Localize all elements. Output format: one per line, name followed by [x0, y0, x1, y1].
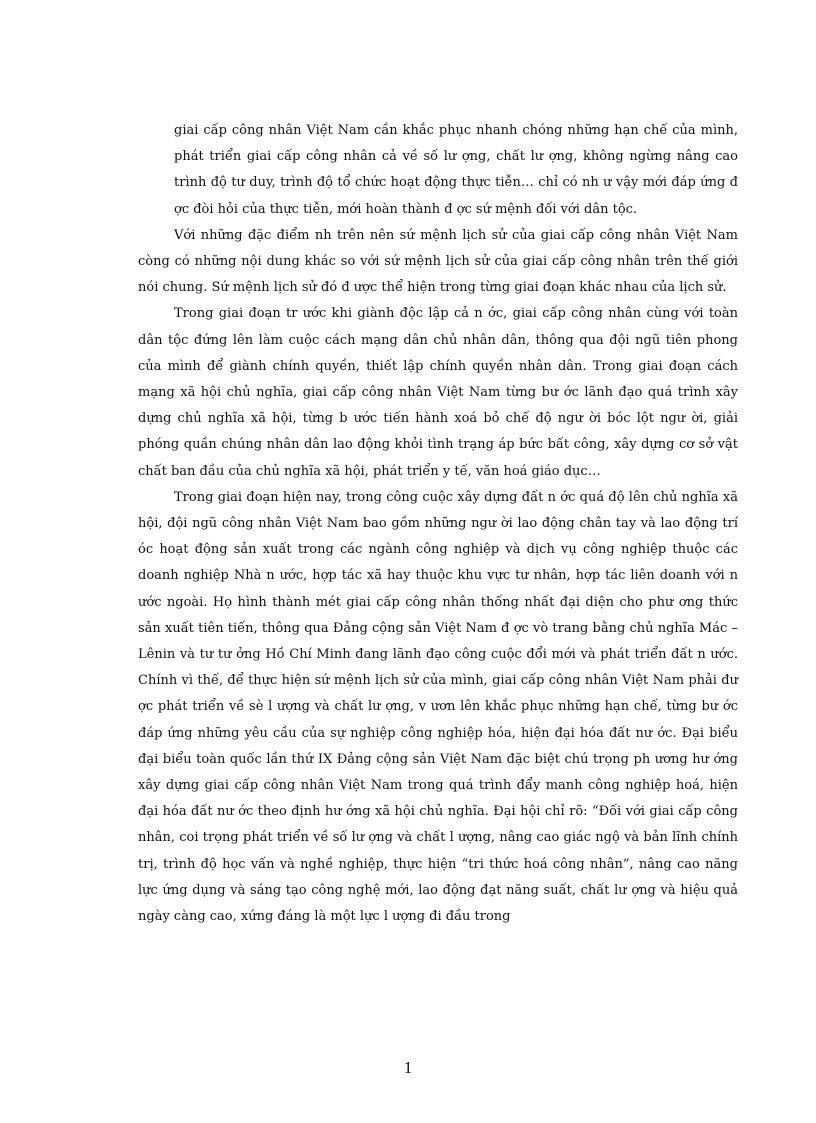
paragraph-1: giai cấp công nhân Việt Nam cần khắc phục nhanh chóng những hạn chế của mình, phát triển giai cấp công nhân cả về số lư ợng, chất lư ợng, không ngừng nâng cao trình độ tư duy, trình độ tổ chức hoạt động thực tiễn… chỉ có nh ư vậy mới đáp ứng đ ợc đòi hỏi của thực tiễn, mới hoàn thành đ ợc sứ mệnh đối với dân tộc.	[174, 123, 738, 217]
paragraph-3: Trong giai đoạn tr ước khi giành độc lập cả n ớc, giai cấp công nhân cùng với toàn dân tộc đứng lên làm cuộc cách mạng dân chủ nhân dân, thông qua đội ngũ tiên phong của mình để giành chính quyền, thiết lập chính quyền nhân dân. Trong giai đoạn cách mạng xã hội chủ nghĩa, giai cấp công nhân Việt Nam từng bư ớc lãnh đạo quá trình xây dựng chủ nghĩa xã hội, từng b ước tiến hành xoá bỏ chế độ ngư ời bóc lột ngư ời, giải phóng quần chúng nhân dân lao động khỏi tình trạng áp bức bất công, xây dựng cơ sở vật chất ban đầu của chủ nghĩa xã hội, phát triển y tế, văn hoá giáo dục…	[138, 306, 738, 479]
page-number: 1	[403, 1058, 413, 1077]
paragraph-2: Với những đặc điểm nh trên nên sứ mệnh lịch sử của giai cấp công nhân Việt Nam còng có những nội dung khác so với sứ mệnh lịch sử của giai cấp công nhân trên thế giới nói chung. Sứ mệnh lịch sử đó đ ược thể hiện trong từng giai đoạn khác nhau của lịch sử.	[138, 227, 738, 296]
body-text	[138, 118, 738, 930]
paragraph-4: Trong giai đoạn hiện nay, trong công cuộc xây dựng đất n ớc quá độ lên chủ nghĩa xã hội, đội ngũ công nhân Việt Nam bao gồm những ngư ời lao động chân tay và lao động trí óc hoạt động sản xuất trong các ngành công nghiệp và dịch vụ công nghiệp thuộc các doanh nghiệp Nhà n ước, hợp tác xã hay thuộc khu vực tư nhân, hợp tác liên doanh với n ước ngoài. Họ hình thành mét giai cấp công nhân thống nhất đại diện cho phư ơng thức sản xuất tiên tiến, thông qua Đảng cộng sản Việt Nam đ ợc vò trang bằng chủ nghĩa Mác – Lênin và tư tư ởng Hồ Chí Minh đang lãnh đạo công cuộc đổi mới và phát triển đất n ước. Chính vì thế, để thực hiện sứ mệnh lịch sử của mình, giai cấp công nhân Việt Nam phải đư ợc phát triển về sè l ượng và chất lư ợng, v ươn lên khắc phục những hạn chế, từng bư ớc đáp ứng những yêu cầu của sự nghiệp công nghiệp hóa, hiện đại hóa đất nư ớc. Đại biểu đại biểu toàn quốc lần thứ IX Đảng cộng sản Việt Nam đặc biệt chú trọng ph ương hư ớng xây dựng giai cấp công nhân Việt Nam trong quá trình đẩy manh công nghiệp hoá, hiện đại hóa đất nư ớc theo định hư ớng xã hội chủ nghĩa. Đại hội chỉ rõ: “Đối với giai cấp công nhân, coi trọng phát triển về số lư ợng và chất l ượng, nâng cao giác ngộ và bản lĩnh chính trị, trình độ học vấn và nghề nghiệp, thực hiện “tri thức hoá công nhân”, nâng cao năng lực ứng dụng và sáng tạo công nghệ mới, lao động đạt năng suất, chất lư ợng và hiệu quả ngày càng cao, xứng đáng là một lực l ượng đi đầu trong	[138, 489, 738, 925]
